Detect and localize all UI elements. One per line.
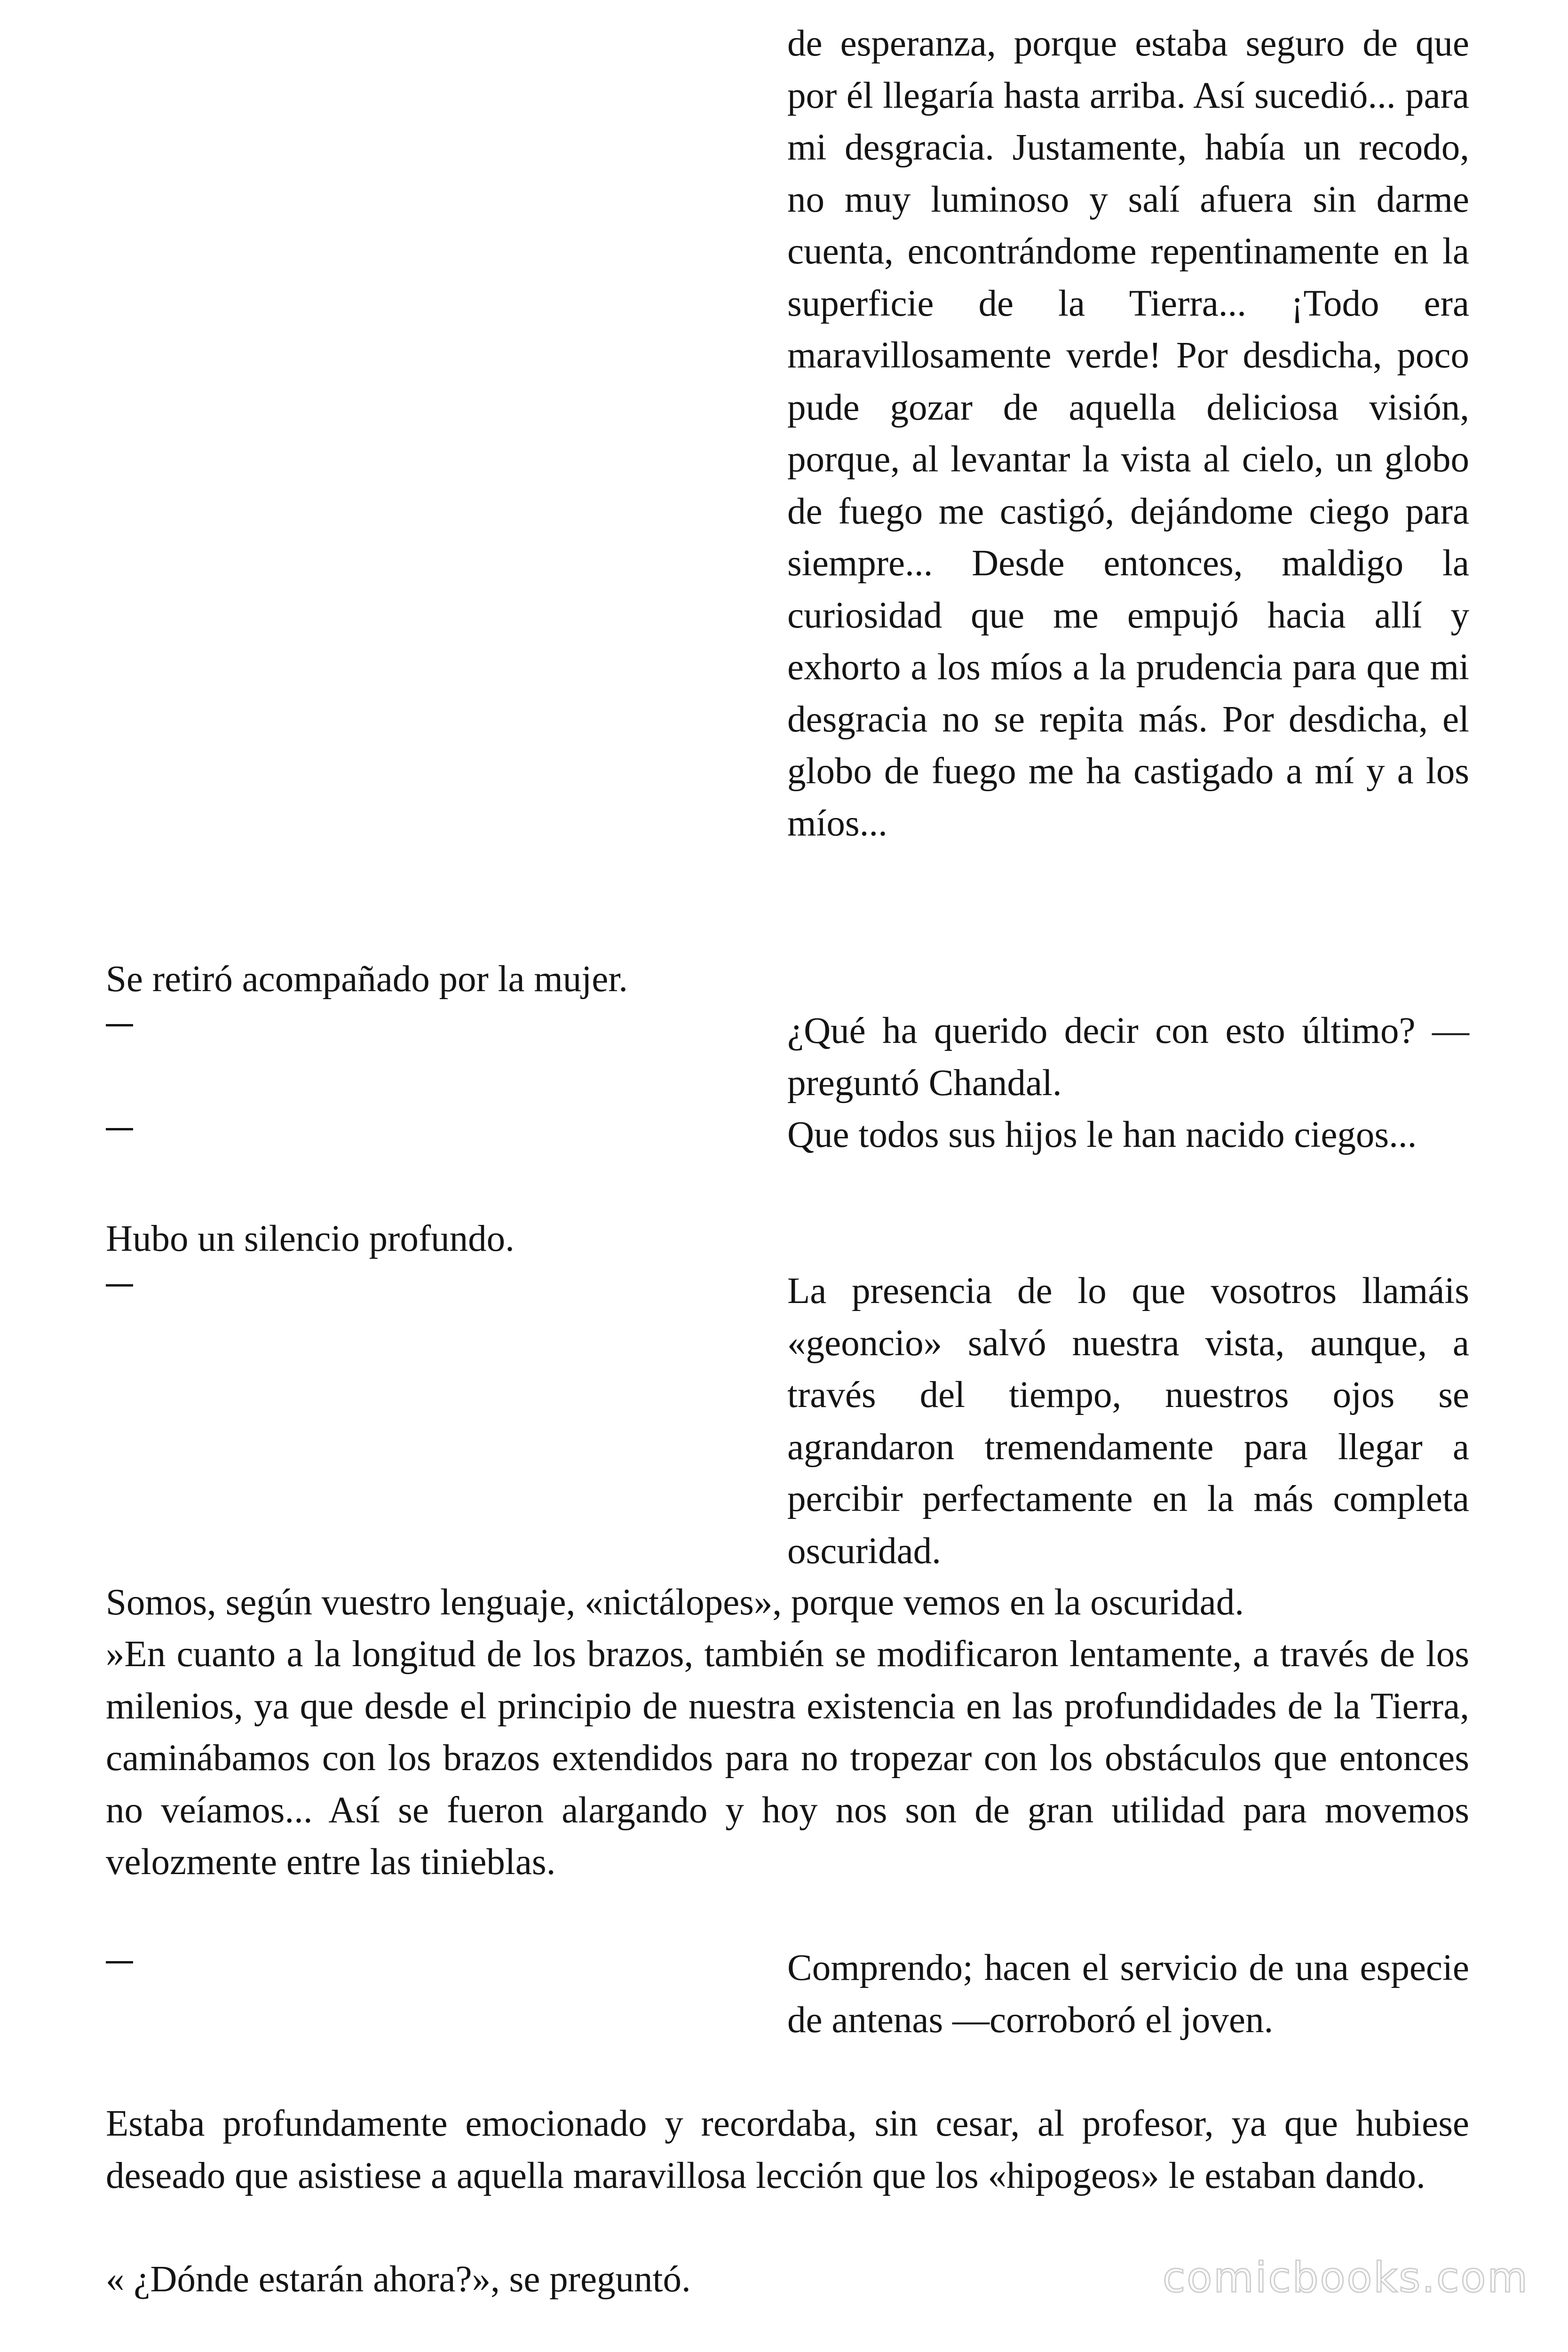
paragraph-dialogue-answer: Que todos sus hijos le han nacido ciegos... bbox=[787, 1114, 1417, 1155]
dialogue-dash bbox=[106, 1961, 133, 1963]
paragraph-brazos: »En cuanto a la longitud de los brazos, también se modificaron lentamente, a través de los milenios, ya que desde el principio de nuestra existencia en las profundidades de la Tierra, caminábamos con los brazos extendidos para no tropezar con los obstáculos que entonces no veíamos... Así se fueron alargando y hoy nos son de gran utilidad para movemos velozmente entre las tinieblas. bbox=[106, 1634, 1469, 1883]
dialogue-dash bbox=[106, 1128, 133, 1130]
dialogue-dash bbox=[106, 1284, 133, 1287]
watermark-logo: comicbooks.com bbox=[1163, 2253, 1529, 2302]
paragraph-dialogue-question: ¿Qué ha querido decir con esto último? —preguntó Chandal. bbox=[787, 1010, 1469, 1104]
paragraph-silence: Hubo un silencio profundo. bbox=[106, 1218, 515, 1259]
paragraph-dialogue-antenas: Comprendo; hacen el servicio de una especie de antenas —corroboró el joven. bbox=[787, 1947, 1469, 2041]
dialogue-dash bbox=[106, 1024, 133, 1026]
paragraph-narration-continued: de esperanza, porque estaba seguro de que por él llegaría hasta arriba. Así sucedió... para mi desgracia. Justamente, había un recodo, no muy luminoso y salí afuera sin darme cuenta, encontrándome repentinamente en la superficie de la Tierra... ¡Todo era maravillosamente verde! Por desdicha, poco pude gozar de aquella deliciosa visión, porque, al levantar la vista al cielo, un globo de fuego me castigó, dejándome ciego para siempre... Desde entonces, maldigo la curiosidad que me empujó hacia allí y exhorto a los míos a la prudencia para que mi desgracia no se repita más. Por desdicha, el globo de fuego me ha castigado a mí y a los míos... bbox=[787, 23, 1469, 844]
paragraph-pregunta-final: « ¿Dónde estarán ahora?», se preguntó. bbox=[106, 2259, 691, 2300]
paragraph-nictalopes: Somos, según vuestro lenguaje, «nictálopes», porque vemos en la oscuridad. bbox=[106, 1582, 1244, 1623]
paragraph-emocionado: Estaba profundamente emocionado y recordaba, sin cesar, al profesor, ya que hubiese deseado que asistiese a aquella maravillosa lección que los «hipogeos» le estaban dando. bbox=[106, 2103, 1469, 2196]
paragraph-dialogue-geoncio: La presencia de lo que vosotros llamáis «geoncio» salvó nuestra vista, aunque, a través del tiempo, nuestros ojos se agrandaron tremendamente para llegar a percibir perfectamente en la más completa oscuridad. bbox=[787, 1271, 1469, 1572]
paragraph-retiro: Se retiró acompañado por la mujer. bbox=[106, 959, 628, 1000]
